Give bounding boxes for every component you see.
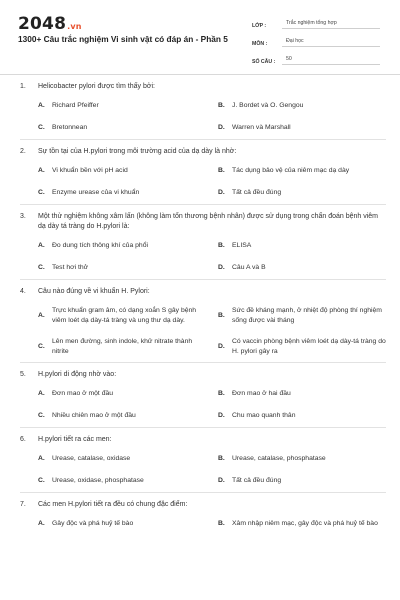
answer-option-d[interactable] — [218, 123, 390, 133]
meta-row-class — [252, 14, 380, 29]
answer-option-d[interactable] — [218, 476, 390, 486]
option-letter: C. — [38, 124, 45, 132]
answer-option-b[interactable] — [218, 306, 390, 325]
answer-option-c[interactable] — [38, 337, 210, 356]
option-letter: B. — [218, 455, 225, 463]
answer-options — [38, 241, 386, 273]
option-letter: C. — [38, 189, 45, 197]
answer-option-a[interactable] — [38, 519, 210, 529]
question-text: Sự tồn tại của H.pylori trong môi trường acid của dạ dày là nhờ: — [38, 148, 237, 155]
option-text: Xâm nhập niêm mạc, gây độc và phá huỷ tế bào — [232, 520, 378, 528]
option-letter: B. — [218, 390, 225, 398]
question-text: Helicobacter pylori được tìm thấy bởi: — [38, 83, 155, 90]
option-text: Warren và Marshall — [232, 124, 291, 132]
question-number: 6. — [20, 436, 26, 443]
answer-option-d[interactable] — [218, 411, 390, 421]
option-text: Có vaccin phòng bệnh viêm loét dạ dày-tá tràng do H. pylori gây ra — [232, 338, 386, 355]
option-letter: A. — [38, 242, 45, 250]
question-item — [20, 428, 386, 493]
meta-row-subject — [252, 32, 380, 47]
answer-option-d[interactable] — [218, 263, 390, 273]
option-text: Tất cả đều đúng — [232, 189, 282, 197]
site-logo[interactable] — [18, 14, 82, 34]
option-letter: C. — [38, 264, 45, 272]
answer-option-a[interactable] — [38, 389, 210, 399]
option-letter: C. — [38, 477, 45, 485]
option-text: Bretonnean — [52, 124, 88, 132]
question-text: Các men H.pylori tiết ra đều có chung đặc điểm: — [38, 501, 188, 508]
answer-option-a[interactable] — [38, 241, 210, 251]
option-letter: A. — [38, 167, 45, 175]
question-text: Câu nào đúng về vi khuẩn H. Pylori: — [38, 288, 150, 295]
question-item — [20, 75, 386, 140]
document-meta — [252, 14, 380, 68]
answer-options — [38, 454, 386, 486]
answer-option-a[interactable] — [38, 306, 210, 325]
option-letter: A. — [38, 311, 45, 319]
answer-options — [38, 101, 386, 133]
question-item — [20, 140, 386, 205]
answer-option-c[interactable] — [38, 263, 210, 273]
answer-option-a[interactable] — [38, 454, 210, 464]
option-letter: B. — [218, 311, 225, 319]
option-letter: D. — [218, 264, 225, 272]
question-number: 1. — [20, 83, 26, 90]
option-text: Tất cả đều đúng — [232, 477, 282, 485]
answer-option-b[interactable] — [218, 454, 390, 464]
option-text: Enzyme urease của vi khuẩn — [52, 189, 140, 197]
question-number: 7. — [20, 501, 26, 508]
question-text: H.pylori di động nhờ vào: — [38, 371, 117, 378]
question-list — [0, 75, 400, 535]
option-text: ELISA — [232, 242, 252, 250]
option-text: Sức đề kháng mạnh, ở nhiệt độ phòng thí nghiệm sống được vài tháng — [232, 307, 382, 324]
option-text: Đơn mao ở một đầu — [52, 390, 114, 398]
answer-options — [38, 306, 386, 356]
option-text: Tác dụng bảo vệ của niêm mạc dạ dày — [232, 167, 350, 175]
meta-label: LỚP : — [252, 23, 267, 29]
option-letter: D. — [218, 477, 225, 485]
question-item — [20, 205, 386, 280]
option-text: Nhiều chiên mao ở một đầu — [52, 412, 136, 420]
document-header — [0, 0, 400, 75]
option-text: J. Bordet và O. Gengou — [232, 102, 304, 110]
question-number: 3. — [20, 213, 26, 220]
meta-row-count — [252, 50, 380, 65]
document-title: 1300+ Câu trắc nghiệm Vi sinh vật có đáp án - Phần 5 — [18, 34, 228, 44]
option-letter: C. — [38, 412, 45, 420]
option-text: Câu A và B — [232, 264, 266, 272]
option-letter: A. — [38, 520, 45, 528]
answer-option-b[interactable] — [218, 166, 390, 176]
option-text: Chu mao quanh thân — [232, 412, 296, 420]
question-item — [20, 493, 386, 535]
answer-option-c[interactable] — [38, 123, 210, 133]
meta-label: MÔN : — [252, 41, 268, 47]
answer-option-b[interactable] — [218, 101, 390, 111]
answer-option-b[interactable] — [218, 519, 390, 529]
question-number: 5. — [20, 371, 26, 378]
option-text: Urease, catalase, oxidase — [52, 455, 131, 463]
option-letter: D. — [218, 342, 225, 350]
option-text: Test hơi thở — [52, 264, 89, 272]
answer-option-b[interactable] — [218, 241, 390, 251]
logo-suffix: .vn — [67, 22, 82, 31]
answer-options — [38, 166, 386, 198]
option-letter: A. — [38, 455, 45, 463]
option-text: Urease, catalase, phosphatase — [232, 455, 326, 463]
option-letter: A. — [38, 102, 45, 110]
answer-option-b[interactable] — [218, 389, 390, 399]
option-text: Gây độc và phá huỷ tế bào — [52, 520, 134, 528]
option-letter: A. — [38, 390, 45, 398]
option-letter: C. — [38, 342, 45, 350]
option-letter: D. — [218, 412, 225, 420]
answer-options — [38, 519, 386, 529]
answer-option-a[interactable] — [38, 166, 210, 176]
question-number: 4. — [20, 288, 26, 295]
option-letter: B. — [218, 242, 225, 250]
answer-option-d[interactable] — [218, 337, 390, 356]
meta-value: 50 — [282, 56, 380, 65]
answer-options — [38, 389, 386, 421]
option-text: Đo dung tích thông khí của phổi — [52, 242, 148, 250]
answer-option-a[interactable] — [38, 101, 210, 111]
option-letter: B. — [218, 520, 225, 528]
option-letter: D. — [218, 189, 225, 197]
meta-label: SỐ CÂU : — [252, 59, 276, 65]
option-text: Richard Pfeiffer — [52, 102, 99, 110]
answer-option-c[interactable] — [38, 476, 210, 486]
option-text: Vi khuẩn bền với pH acid — [52, 167, 128, 175]
answer-option-c[interactable] — [38, 411, 210, 421]
meta-value: Trắc nghiệm tổng hợp — [282, 20, 380, 29]
answer-option-d[interactable] — [218, 188, 390, 198]
option-text: Trực khuẩn gram âm, có dạng xoắn S gây bệnh viêm loét dạ dày-tá tràng và ung thư dạ dày. — [52, 307, 197, 324]
option-text: Lên men đường, sinh indole, khử nitrate thành nitrite — [52, 338, 193, 355]
question-item — [20, 363, 386, 428]
question-number: 2. — [20, 148, 26, 155]
option-text: Đơn mao ở hai đầu — [232, 390, 291, 398]
answer-option-c[interactable] — [38, 188, 210, 198]
meta-value: Đại học — [282, 38, 380, 47]
option-letter: B. — [218, 102, 225, 110]
question-text: Một thử nghiệm không xâm lấn (không làm tổn thương bệnh nhân) được sử dụng trong chẩn đoán bệnh viêm dạ dày tá tràng do H.pylori là: — [38, 213, 379, 230]
option-letter: B. — [218, 167, 225, 175]
logo-main: 2048 — [18, 14, 67, 34]
question-text: H.pylori tiết ra các men: — [38, 436, 112, 443]
option-letter: D. — [218, 124, 225, 132]
option-text: Urease, oxidase, phosphatase — [52, 477, 144, 485]
question-item — [20, 280, 386, 363]
